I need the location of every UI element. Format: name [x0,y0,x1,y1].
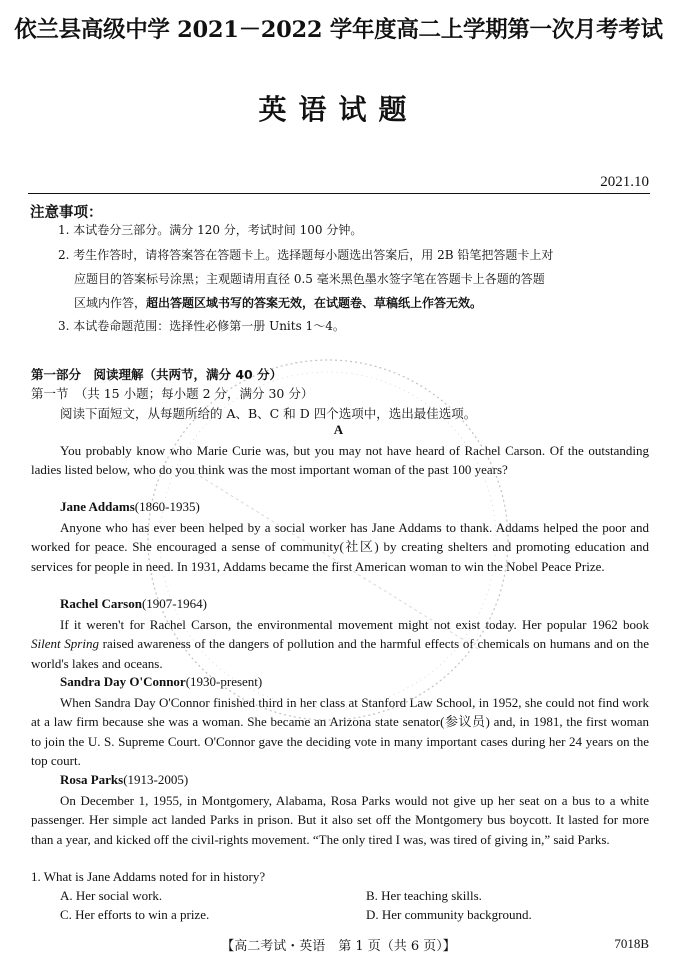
header-divider [28,193,650,194]
notice-item-1: 1. 本试卷分三部分。满分 120 分，考试时间 100 分钟。 [58,223,363,237]
person-heading-oconnor [60,674,262,690]
paragraph-text: If it weren't for Rachel Carson, the environmental movement might not exist today. Her popular 1962 book [60,617,649,632]
notice-title: 注意事项： [30,205,103,221]
person-heading-carson [60,596,207,612]
subject-title: 英语试题 [258,93,419,126]
person-name: Rosa Parks [60,772,124,787]
question-1-option-c: C. Her efforts to win a prize. [60,907,210,922]
person-heading-parks [60,772,188,788]
notice-item-2-line-3 [74,295,482,312]
paragraph-parks: On December 1, 1955, in Montgomery, Alabama, Rosa Parks would not give up her seat on a bus to a white passenger. Her simple act landed Parks in prison. But it also set off the Montgomery bus boycott. It lasted for more than a year, and kicked off the civil-rights movement. “The only tired I was, was tired of giving in,” said Parks. [31,793,649,847]
question-1-option-a: A. Her social work. [60,888,163,903]
notice-item-3: 3. 本试卷命题范围：选择性必修第一册 Units 1～4。 [58,319,345,333]
school-exam-title: 依兰县高级中学 2021－2022 学年度高二上学期第一次月考考试 [14,17,663,43]
person-years: (1930-present) [185,674,263,689]
person-name: Rachel Carson [60,596,142,611]
passage-intro: You probably know who Marie Curie was, but you may not have heard of Rachel Carson. Of the outstanding ladies listed below, who do you think was the most important woman of the past 100 years? [31,443,649,478]
passage-letter: A [333,422,344,437]
paragraph-text: raised awareness of the dangers of pollution and the harmful effects of chemicals on humans and on the world's lakes and oceans. [31,636,649,671]
question-1-stem: 1. What is Jane Addams noted for in history? [31,869,266,884]
paragraph-addams: Anyone who has ever been helped by a social worker has Jane Addams to thank. Addams helped the poor and worked for peace. She encouraged a sense of community(社区) by creating shelters and promoting education and services for people in need. In 1931, Addams became the first American woman to win the Nobel Peace Prize. [31,520,649,574]
person-name: Jane Addams [60,499,135,514]
notice-item-2-line-3-text: 区域内作答， [74,296,147,310]
book-title: Silent Spring [31,636,99,652]
reading-instruction: 阅读下面短文，从每题所给的 A、B、C 和 D 四个选项中，选出最佳选项。 [60,406,477,421]
page-footer: 【高二考试・英语 第 1 页（共 6 页）】 [221,939,456,954]
question-1-option-d: D. Her community background. [366,907,532,922]
part-1-title [31,365,282,383]
section-1-title: 第一节 （共 15 小题；每小题 2 分，满分 30 分） [31,386,314,401]
question-1-option-b: B. Her teaching skills. [366,888,482,903]
paper-code: 7018B [614,936,649,951]
person-years: (1913-2005) [123,772,189,787]
paragraph-carson [31,615,649,673]
person-years: (1907-1964) [141,596,207,611]
notice-item-2-line-2: 应题目的答案标号涂黑；主观题请用直径 0.5 毫米黑色墨水签字笔在答题卡上各题的答题 [74,272,545,286]
person-heading-addams [60,499,200,515]
person-name: Sandra Day O'Connor [60,674,186,689]
part-1-title-text: 第一部分 阅读理解（共两节，满分 40 分） [31,367,283,382]
person-years: (1860-1935) [134,499,200,514]
exam-date: 2021.10 [600,174,649,190]
paragraph-oconnor: When Sandra Day O'Connor finished third in her class at Stanford Law School, in 1952, she could not find work at a law firm because she was a woman. She became an Arizona state senator(参议员) and, in 1981, the first woman to join the U. S. Supreme Court. O'Connor gave the deciding vote in many important cases during her 24 years on the top court. [31,695,649,768]
notice-emphasis: 超出答题区域书写的答案无效，在试题卷、草稿纸上作答无效。 [146,296,483,310]
notice-item-2-line-1: 2. 考生作答时，请将答案答在答题卡上。选择题每小题选出答案后，用 2B 铅笔把答题卡上对 [58,248,554,262]
